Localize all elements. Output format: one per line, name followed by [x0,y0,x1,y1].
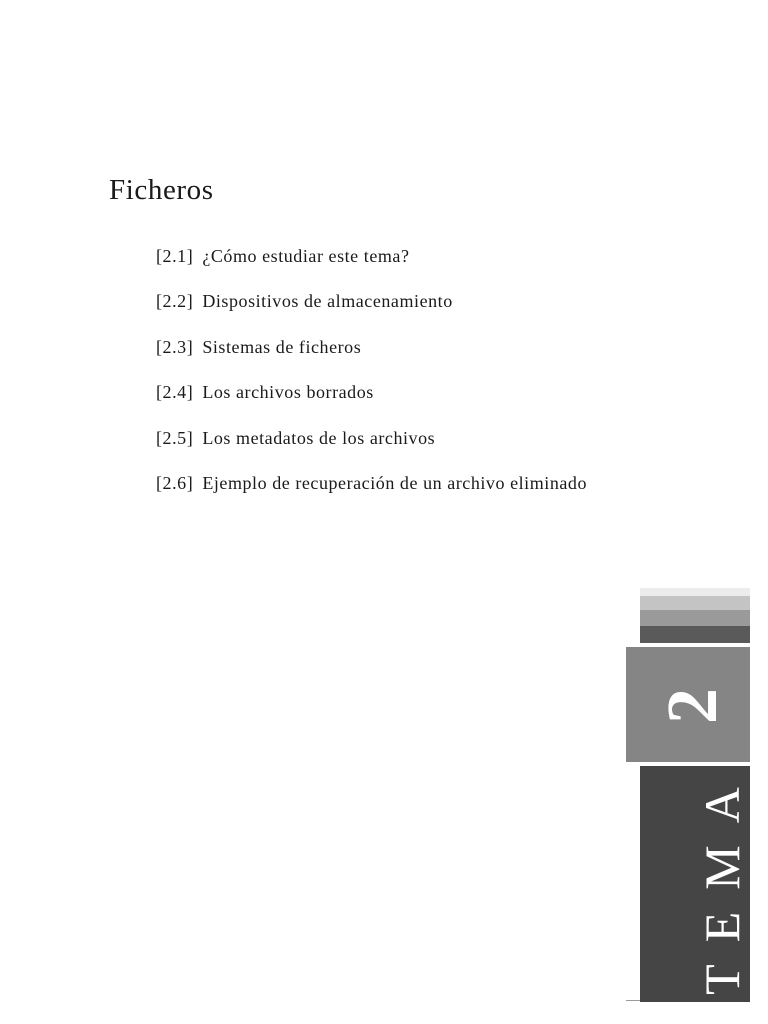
toc-text: Dispositivos de almacenamiento [202,291,453,312]
toc-text: Sistemas de ficheros [202,336,362,357]
toc-item-2-1 [156,242,587,287]
toc-item-2-3 [156,333,587,378]
toc-item-2-6 [156,469,587,514]
table-of-contents [156,242,587,514]
toc-item-2-5 [156,424,587,469]
toc-number: [2.1] [156,246,194,266]
tab-stripe-medium [640,610,750,626]
toc-number: [2.3] [156,336,194,357]
toc-text: Ejemplo de recuperación de un archivo eliminado [202,472,588,493]
toc-text: Los metadatos de los archivos [202,427,436,448]
toc-text: ¿Cómo estudiar este tema? [202,246,410,266]
toc-text: Los archivos borrados [202,382,374,403]
toc-number: [2.4] [156,382,194,403]
tab-stripe-light [640,596,750,610]
divider [626,1000,640,1001]
toc-number: [2.6] [156,472,194,493]
tab-stripe-lightest [640,588,750,596]
page-title: Ficheros [109,174,214,206]
chapter-label: TEMA [694,765,750,995]
chapter-number: 2 [652,688,732,724]
toc-item-2-4 [156,378,587,423]
tab-stripe-dark [640,626,750,643]
toc-number: [2.5] [156,427,194,448]
toc-item-2-2 [156,287,587,332]
toc-number: [2.2] [156,291,194,312]
